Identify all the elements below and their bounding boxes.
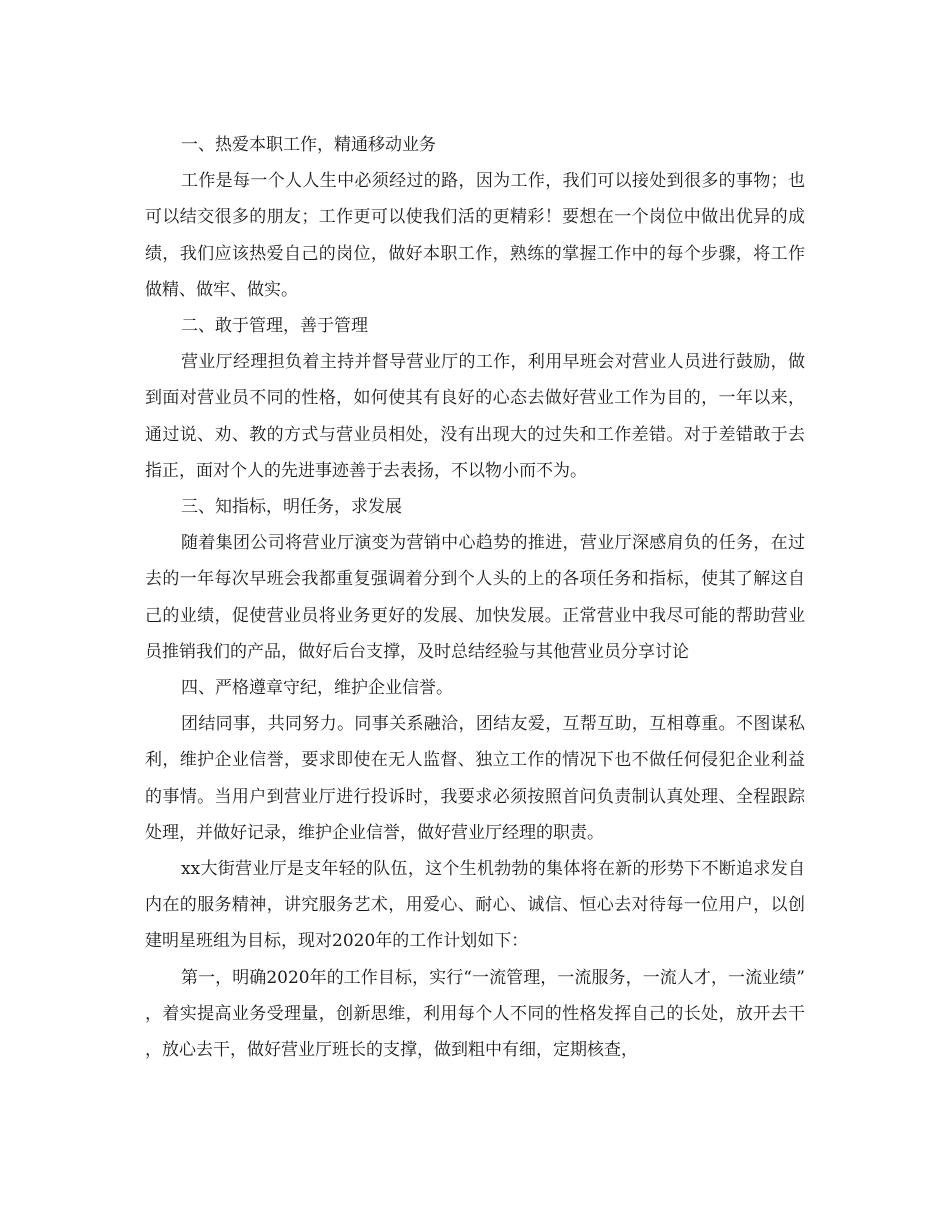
section-heading-3: 三、知指标，明任务，求发展 (181, 497, 402, 518)
paragraph-4: 团结同事，共同努力。同事关系融洽，团结友爱，互帮互助，互相尊重。不图谋私利，维护企业信誉，要求即使在无人监督、独立工作的情况下也不做任何侵犯企业利益的事情。当用户到营业厅进行投诉时，我要求必须按照首问负责制认真处理、全程跟踪处理，并做好记录，维护企业信誉，做好营业厅经理的职责。 (145, 714, 805, 843)
paragraph-3: 随着集团公司将营业厅演变为营销中心趋势的推进，营业厅深感肩负的任务，在过去的一年每次早班会我都重复强调着分到个人头的上的各项任务和指标，使其了解这自己的业绩，促使营业员将业务更好的发展、加快发展。正常营业中我尽可能的帮助营业员推销我们的产品，做好后台支撑，及时总结经验与其他营业员分享讨论 (145, 533, 805, 662)
paragraph-1: 工作是每一个人人生中必须经过的路，因为工作，我们可以接处到很多的事物；也可以结交很多的朋友；工作更可以使我们活的更精彩！要想在一个岗位中做出优异的成绩，我们应该热爱自己的岗位，做好本职工作，熟练的掌握工作中的每个步骤，将工作做精、做牢、做实。 (145, 171, 805, 300)
paragraph-6: 第一，明确2020年的工作目标，实行“一流管理，一流服务，一流人才，一流业绩”，着实提高业务受理量，创新思维，利用每个人不同的性格发挥自己的长处，放开去干，放心去干，做好营业厅班长的支撑，做到粗中有细，定期核查， (145, 967, 805, 1061)
paragraph-5: xx大街营业厅是支年轻的队伍，这个生机勃勃的集体将在新的形势下不断追求发自内在的服务精神，讲究服务艺术，用爱心、耐心、诚信、恒心去对待每一位用户，以创建明星班组为目标，现对2020年的工作计划如下： (145, 859, 805, 952)
section-heading-4: 四、严格遵章守纪，维护企业信誉。 (181, 678, 453, 699)
document-body (145, 127, 805, 1068)
section-heading-1: 一、热爱本职工作，精通移动业务 (181, 135, 436, 155)
section-heading-2: 二、敢于管理，善于管理 (181, 316, 368, 337)
paragraph-2: 营业厅经理担负着主持并督导营业厅的工作，利用早班会对营业人员进行鼓励，做到面对营业员不同的性格，如何使其有良好的心态去做好营业工作为目的，一年以来，通过说、劝、教的方式与营业员相处，没有出现大的过失和工作差错。对于差错敢于去指正，面对个人的先进事迹善于去表扬，不以物小而不为。 (145, 352, 805, 481)
